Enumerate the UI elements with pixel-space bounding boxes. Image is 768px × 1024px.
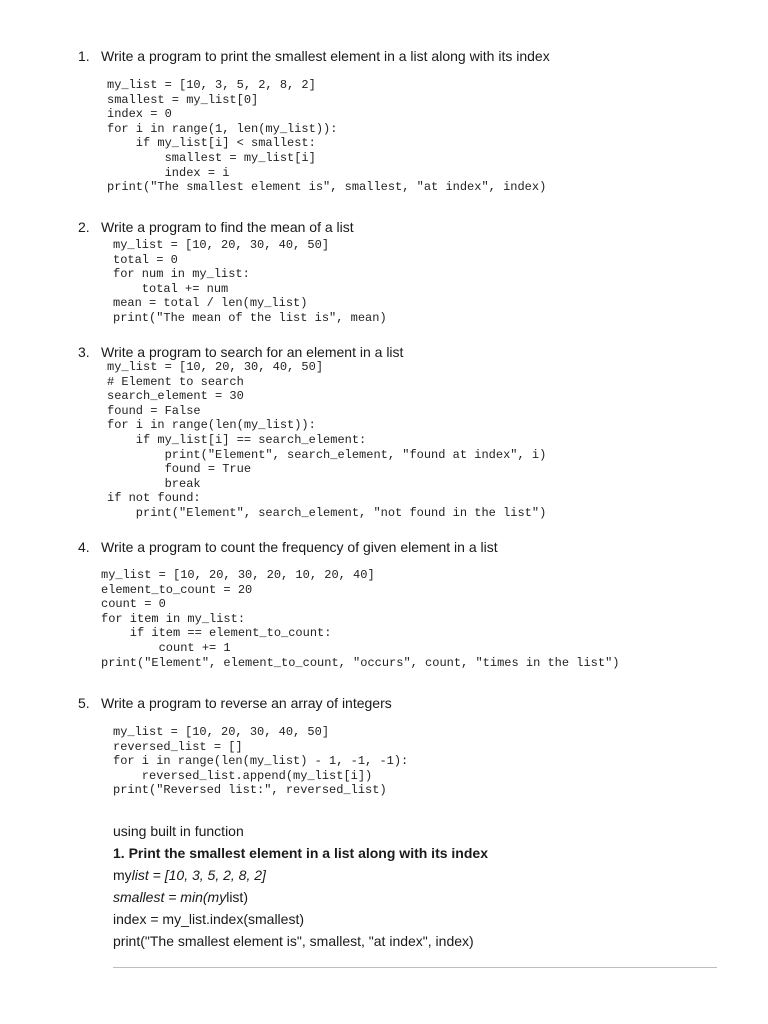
- question-number: 1.: [78, 48, 90, 64]
- question-4-heading: [78, 538, 498, 556]
- builtin-line-3: index = my_list.index(smallest): [113, 911, 305, 927]
- builtin-line-2-part-b: my: [207, 889, 227, 905]
- builtin-line-2-part-c: list): [226, 889, 248, 905]
- question-number: 4.: [78, 539, 90, 555]
- question-title: Write a program to reverse an array of integers: [101, 695, 392, 711]
- code-block-1: my_list = [10, 3, 5, 2, 8, 2] smallest = my_list[0] index = 0 for i in range(1, len(my_list)): if my_list[i] < smallest: smallest = my_list[i] index = i print("The smallest element is", smallest, "at index", index): [107, 78, 547, 195]
- question-5-heading: [78, 694, 392, 712]
- question-3-heading: [78, 343, 403, 361]
- question-title: Write a program to search for an element in a list: [101, 344, 404, 360]
- builtin-line-1-part-a: my: [113, 867, 132, 883]
- builtin-subheading: 1. Print the smallest element in a list along with its index: [113, 845, 488, 861]
- builtin-line-1-part-b: list = [10, 3, 5, 2, 8, 2]: [131, 867, 266, 883]
- question-title: Write a program to find the mean of a list: [101, 219, 354, 235]
- question-number: 2.: [78, 219, 90, 235]
- code-block-4: my_list = [10, 20, 30, 20, 10, 20, 40] element_to_count = 20 count = 0 for item in my_list: if item == element_to_count: count += 1 print("Element", element_to_count, "occurs", count, "times in the list"): [101, 568, 620, 670]
- builtin-line-4: print("The smallest element is", smallest, "at index", index): [113, 933, 474, 949]
- question-number: 3.: [78, 344, 90, 360]
- question-1-heading: [78, 47, 550, 65]
- builtin-line-1: [113, 866, 266, 884]
- code-block-2: my_list = [10, 20, 30, 40, 50] total = 0 for num in my_list: total += num mean = total / len(my_list) print("The mean of the list is", mean): [113, 238, 387, 325]
- code-block-3: my_list = [10, 20, 30, 40, 50] # Element to search search_element = 30 found = False for i in range(len(my_list)): if my_list[i] == search_element: print("Element", search_element, "found at index", i) found = True break if not found: print("Element", search_element, "not found in the list"): [107, 360, 547, 520]
- question-2-heading: [78, 218, 354, 236]
- builtin-line-2: [113, 888, 248, 906]
- builtin-heading: using built in function: [113, 823, 244, 839]
- builtin-line-2-part-a: smallest = min(: [113, 889, 208, 905]
- question-number: 5.: [78, 695, 90, 711]
- code-block-5: my_list = [10, 20, 30, 40, 50] reversed_list = [] for i in range(len(my_list) - 1, -1, -1): reversed_list.append(my_list[i]) print("Reversed list:", reversed_list): [113, 725, 409, 798]
- question-title: Write a program to print the smallest element in a list along with its index: [101, 48, 550, 64]
- question-title: Write a program to count the frequency of given element in a list: [101, 539, 498, 555]
- horizontal-rule: [113, 967, 717, 968]
